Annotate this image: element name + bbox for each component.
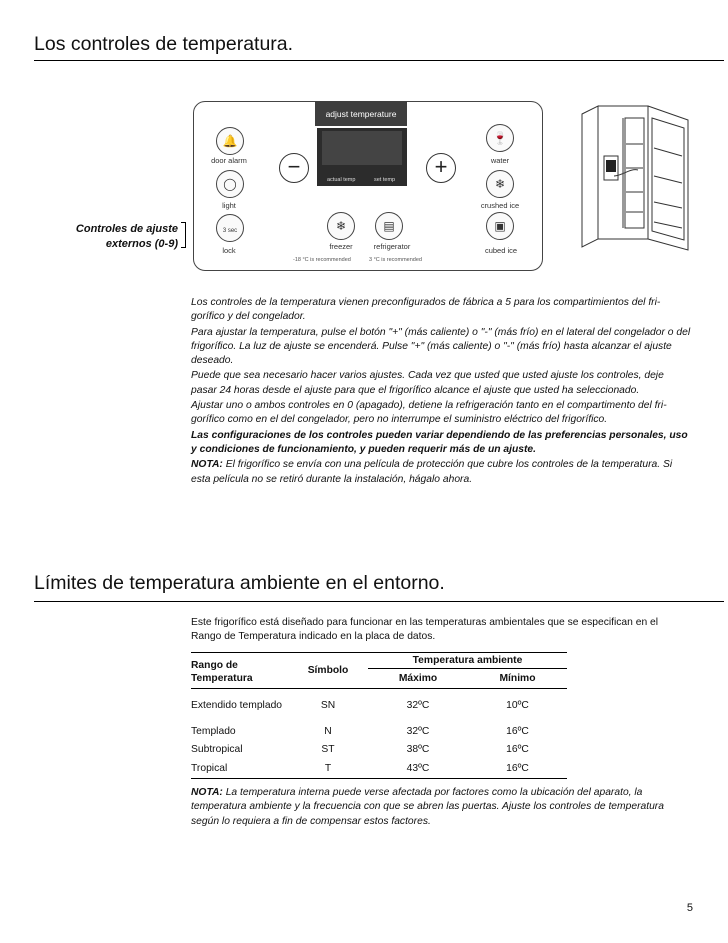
refrigerator-illustration-icon: [578, 104, 696, 254]
note-text: El frigorífico se envía con una película de protección que cubre los controles de la temperatura. Si esta película no se retiró durante la instalación, hágalo ahora.: [191, 459, 673, 485]
door-alarm-label: door alarm: [211, 156, 247, 165]
title-rule-2: [34, 601, 724, 602]
paragraph-multiple: Puede que sea necesario hacer varios ajustes. Cada vez que usted que usted ajuste los controles, deje pasar 24 horas desde el ajuste para que el frigorífico alcance el ajuste que usted ha seleccionado.: [191, 370, 664, 396]
cell-range: Subtropical: [191, 744, 243, 755]
header-max: Máximo: [368, 669, 468, 689]
ambient-note-label: NOTA:: [191, 787, 223, 798]
side-label-line2: externos (0-9): [105, 238, 178, 250]
ambient-intro: Este frigorífico está diseñado para funcionar en las temperaturas ambientales que se especifican en el Rango de Temperatura indicado en la placa de datos.: [191, 617, 659, 643]
actual-temp-label: actual temp: [327, 177, 356, 183]
side-label-line1: Controles de ajuste: [75, 223, 178, 235]
cell-min: 16ºC: [506, 744, 529, 755]
cell-symbol: ST: [321, 744, 335, 755]
freezer-recommended: -18 °C is recommended: [293, 257, 351, 263]
cell-range: Tropical: [191, 759, 288, 779]
freezer-label: freezer: [329, 242, 353, 251]
note-label: NOTA:: [191, 459, 223, 471]
ambient-note-text: La temperatura interna puede verse afectada por factores como la ubicación del aparato, la temperatura ambiente y la frecuencia con que se abren las puertas. Ajuste los controles de temperatura según lo requiera a fin de compensar estos factores.: [191, 787, 664, 827]
water-label: water: [490, 156, 510, 165]
crushed-ice-label: crushed ice: [480, 201, 520, 210]
header-symbol: Símbolo: [288, 653, 368, 689]
paragraph-adjust: Para ajustar la temperatura, pulse el botón "+" (más caliente) o "-" (más frío) en el lateral del congelador o del frigorífico. La luz de ajuste se encenderá. Pulse "+" (más caliente) o "-" (más frío) hasta alcanzar el ajuste deseado.: [191, 326, 691, 367]
light-label: light: [222, 201, 236, 210]
cell-min: 10ºC: [506, 700, 529, 712]
adjust-temperature-header: adjust temperature: [315, 101, 407, 126]
water-glass-icon[interactable]: 🍷: [486, 124, 514, 152]
cell-max: 32ºC: [406, 726, 430, 737]
header-range: Rango de Temperatura: [191, 653, 288, 689]
cell-range: Templado: [191, 726, 236, 737]
cell-range: Extendido templado: [191, 699, 283, 711]
paragraph-preset: Los controles de la temperatura vienen preconfigurados de fábrica a 5 para los compartimientos del fri-gorífico y del congelador.: [191, 297, 661, 323]
lock-icon[interactable]: [216, 214, 244, 242]
set-temp-label: set temp: [374, 177, 396, 183]
table-row: [191, 741, 567, 759]
display-screen: [322, 131, 402, 165]
cell-symbol: SN: [320, 700, 336, 712]
bell-icon[interactable]: 🔔: [216, 127, 244, 155]
refrigerator-label: refrigerator: [373, 242, 411, 251]
lightbulb-icon[interactable]: ◯: [216, 170, 244, 198]
paragraph-note: [191, 458, 691, 487]
cell-max: 32ºC: [406, 700, 430, 712]
cell-max: 38ºC: [406, 744, 430, 755]
refrigerator-icon[interactable]: ▤: [375, 212, 403, 240]
ambient-temperature-table: [191, 652, 567, 779]
cell-symbol: N: [324, 726, 332, 737]
page-number: 5: [686, 902, 693, 914]
lock-icon-text: 3 sec: [222, 228, 238, 234]
paragraph-settings-vary: Las configuraciones de los controles pueden variar dependiendo de las preferencias personales, uso y condiciones de funcionamiento, y pueden requerir más de un ajuste.: [191, 429, 688, 455]
lock-label: lock: [222, 246, 236, 255]
cubed-ice-icon[interactable]: ▣: [486, 212, 514, 240]
header-min: Mínimo: [468, 669, 567, 689]
table-row: [191, 723, 567, 741]
external-controls-label: [70, 222, 178, 252]
title-rule: [34, 60, 724, 61]
fridge-recommended: 3 °C is recommended: [369, 257, 422, 263]
minus-button[interactable]: −: [279, 153, 309, 183]
table-header-row: [191, 653, 567, 669]
plus-button[interactable]: +: [426, 153, 456, 183]
paragraph-off: Ajustar uno o ambos controles en 0 (apagado), detiene la refrigeración tanto en el compartimento del fri-gorífico como en el del congelador, pero no interrumpe el suministro eléctrico del frigorífico.: [191, 400, 667, 426]
table-row: [191, 759, 567, 779]
section-title-controls: Los controles de temperatura.: [34, 33, 294, 55]
freezer-icon[interactable]: ❄: [327, 212, 355, 240]
label-bracket: [181, 222, 186, 248]
section1-body: [191, 296, 691, 488]
cell-max: 43ºC: [368, 759, 468, 779]
cubed-ice-label: cubed ice: [484, 246, 518, 255]
section-title-ambient: Límites de temperatura ambiente en el entorno.: [34, 572, 445, 594]
cell-min: 16ºC: [506, 726, 529, 737]
cell-symbol: T: [288, 759, 368, 779]
cell-min: 16ºC: [468, 759, 567, 779]
crushed-ice-icon[interactable]: ❄: [486, 170, 514, 198]
ambient-note: [191, 786, 691, 829]
header-ambient: Temperatura ambiente: [368, 653, 567, 669]
table-row: [191, 689, 567, 723]
